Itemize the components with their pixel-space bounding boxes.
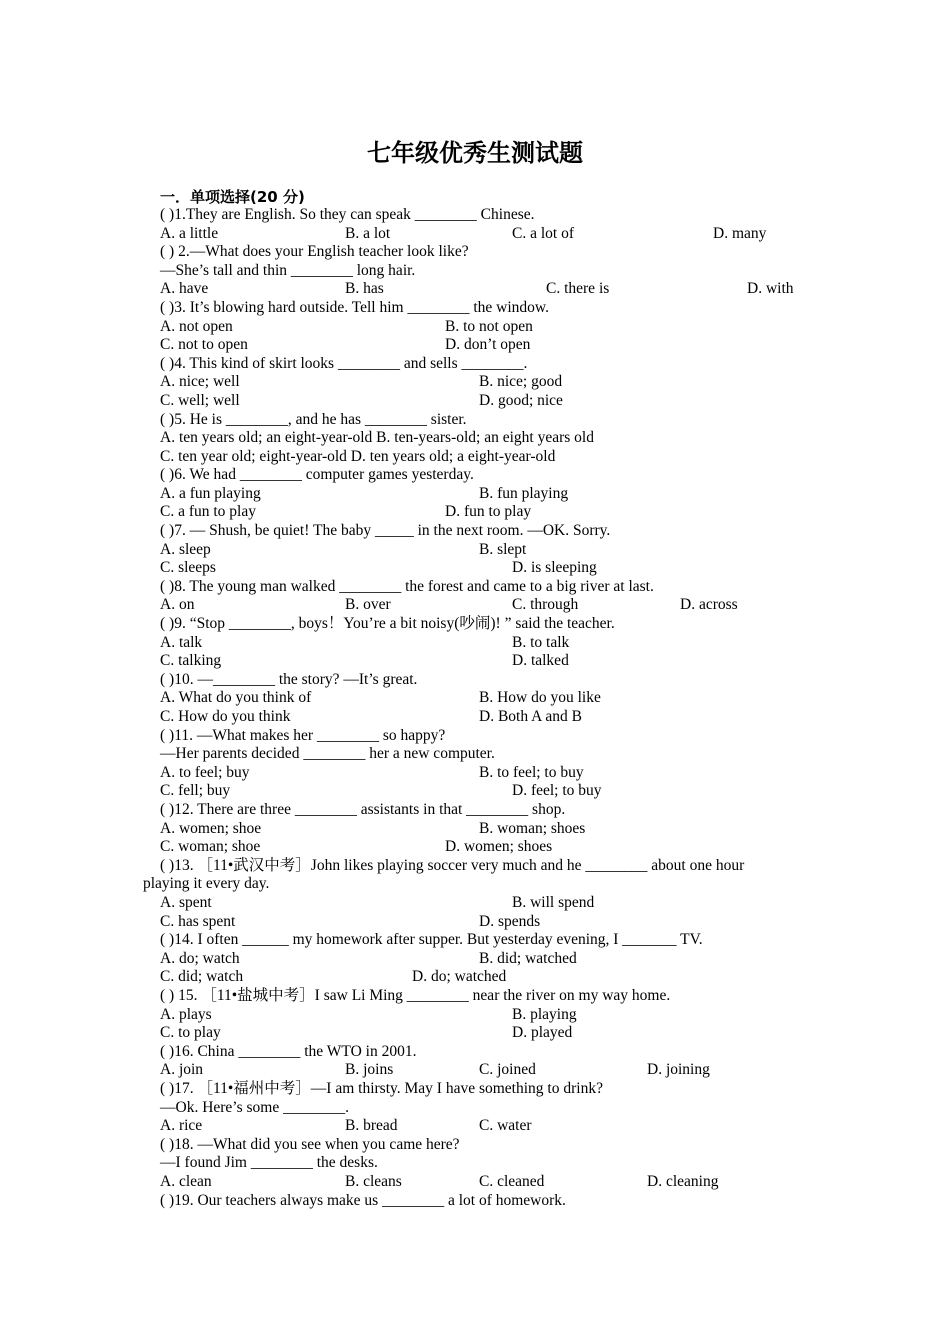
option-b: B. has: [345, 280, 384, 297]
section-heading: 一．单项选择(20 分): [160, 188, 305, 206]
options-q5-row2: C. ten year old; eight-year-old D. ten years old; a eight-year-old: [160, 448, 556, 465]
option-d: D. feel; to buy: [512, 782, 602, 799]
option-c: C. not to open: [160, 336, 248, 353]
option-c: C. water: [479, 1117, 532, 1134]
option-c: C. woman; shoe: [160, 838, 261, 855]
option-a: A. join: [160, 1061, 204, 1078]
question-19: ( )19. Our teachers always make us ________ a lot of homework.: [160, 1192, 566, 1209]
option-b: B. nice; good: [479, 373, 563, 390]
option-c: C. has spent: [160, 913, 236, 930]
option-a: A. do; watch: [160, 950, 240, 967]
option-d: D. cleaning: [647, 1173, 719, 1190]
option-d: D. fun to play: [445, 503, 532, 520]
option-c: C. cleaned: [479, 1173, 545, 1190]
question-13: ( )13. ［11•武汉中考］John likes playing soccer very much and he ________ about one hour: [160, 857, 745, 874]
question-9: ( )9. “Stop ________, boys！You’re a bit noisy(吵闹)! ” said the teacher.: [160, 615, 615, 632]
option-b: B. How do you like: [479, 689, 601, 706]
option-b: B. fun playing: [479, 485, 569, 502]
question-2: ( ) 2.—What does your English teacher look like?: [160, 243, 469, 260]
option-b: B. did; watched: [479, 950, 577, 967]
question-17: ( )17. ［11•福州中考］—I am thirsty. May I have something to drink?: [160, 1080, 603, 1097]
option-d: D. Both A and B: [479, 708, 582, 725]
option-a: A. a little: [160, 225, 219, 242]
option-a: A. spent: [160, 894, 212, 911]
question-5: ( )5. He is ________, and he has ________ sister.: [160, 411, 467, 428]
option-a: A. talk: [160, 634, 203, 651]
question-18-answer-line: —I found Jim ________ the desks.: [160, 1154, 378, 1171]
option-d: D. women; shoes: [445, 838, 553, 855]
question-13-continued: playing it every day.: [143, 875, 270, 892]
question-4: ( )4. This kind of skirt looks ________ and sells ________.: [160, 355, 528, 372]
question-11-answer-line: —Her parents decided ________ her a new computer.: [160, 745, 495, 762]
option-c: C. sleeps: [160, 559, 216, 576]
option-c: C. joined: [479, 1061, 536, 1078]
option-a: A. a fun playing: [160, 485, 261, 502]
option-a: A. to feel; buy: [160, 764, 250, 781]
question-14: ( )14. I often ______ my homework after supper. But yesterday evening, I _______ TV.: [160, 931, 703, 948]
option-c: C. a lot of: [512, 225, 574, 242]
option-d: D. don’t open: [445, 336, 531, 353]
option-c: C. did; watch: [160, 968, 244, 985]
option-b: B. slept: [479, 541, 527, 558]
option-a: A. women; shoe: [160, 820, 262, 837]
option-a: A. on: [160, 596, 195, 613]
option-b: B. a lot: [345, 225, 391, 242]
option-b: B. joins: [345, 1061, 394, 1078]
option-b: B. woman; shoes: [479, 820, 586, 837]
options-q5-row1: A. ten years old; an eight-year-old B. ten-years-old; an eight years old: [160, 429, 594, 446]
option-d: D. good; nice: [479, 392, 563, 409]
option-d: D. many: [713, 225, 767, 242]
question-6: ( )6. We had ________ computer games yesterday.: [160, 466, 474, 483]
option-c: C. How do you think: [160, 708, 291, 725]
option-a: A. clean: [160, 1173, 212, 1190]
option-b: B. over: [345, 596, 391, 613]
option-b: B. will spend: [512, 894, 595, 911]
question-1: ( )1.They are English. So they can speak ________ Chinese.: [160, 206, 535, 223]
option-c: C. there is: [546, 280, 610, 297]
question-10: ( )10. —________ the story? —It’s great.: [160, 671, 418, 688]
question-16: ( )16. China ________ the WTO in 2001.: [160, 1043, 417, 1060]
option-b: B. to feel; to buy: [479, 764, 584, 781]
option-b: B. to not open: [445, 318, 533, 335]
option-c: C. fell; buy: [160, 782, 231, 799]
option-d: D. do; watched: [412, 968, 507, 985]
question-3: ( )3. It’s blowing hard outside. Tell him ________ the window.: [160, 299, 549, 316]
option-a: A. nice; well: [160, 373, 240, 390]
option-c: C. talking: [160, 652, 222, 669]
option-a: A. have: [160, 280, 209, 297]
question-7: ( )7. — Shush, be quiet! The baby _____ in the next room. —OK. Sorry.: [160, 522, 611, 539]
page-title: 七年级优秀生测试题: [367, 139, 583, 167]
option-d: D. joining: [647, 1061, 710, 1078]
question-2-answer-line: —She’s tall and thin ________ long hair.: [160, 262, 416, 279]
question-12: ( )12. There are three ________ assistants in that ________ shop.: [160, 801, 566, 818]
option-d: D. spends: [479, 913, 541, 930]
question-18: ( )18. —What did you see when you came here?: [160, 1136, 460, 1153]
option-a: A. sleep: [160, 541, 211, 558]
option-d: D. is sleeping: [512, 559, 597, 576]
question-8: ( )8. The young man walked ________ the forest and came to a big river at last.: [160, 578, 654, 595]
option-b: B. cleans: [345, 1173, 402, 1190]
option-b: B. to talk: [512, 634, 570, 651]
option-a: A. rice: [160, 1117, 203, 1134]
option-b: B. playing: [512, 1006, 577, 1023]
option-d: D. across: [680, 596, 738, 613]
question-17-answer-line: —Ok. Here’s some ________.: [160, 1099, 349, 1116]
option-b: B. bread: [345, 1117, 398, 1134]
option-d: D. talked: [512, 652, 569, 669]
option-c: C. well; well: [160, 392, 240, 409]
option-d: D. played: [512, 1024, 573, 1041]
option-c: C. through: [512, 596, 579, 613]
option-c: C. to play: [160, 1024, 221, 1041]
option-a: A. not open: [160, 318, 233, 335]
option-a: A. What do you think of: [160, 689, 312, 706]
question-11: ( )11. —What makes her ________ so happy?: [160, 727, 446, 744]
question-15: ( ) 15. ［11•盐城中考］I saw Li Ming ________ near the river on my way home.: [160, 987, 671, 1004]
option-a: A. plays: [160, 1006, 212, 1023]
option-c: C. a fun to play: [160, 503, 256, 520]
option-d: D. with: [747, 280, 794, 297]
